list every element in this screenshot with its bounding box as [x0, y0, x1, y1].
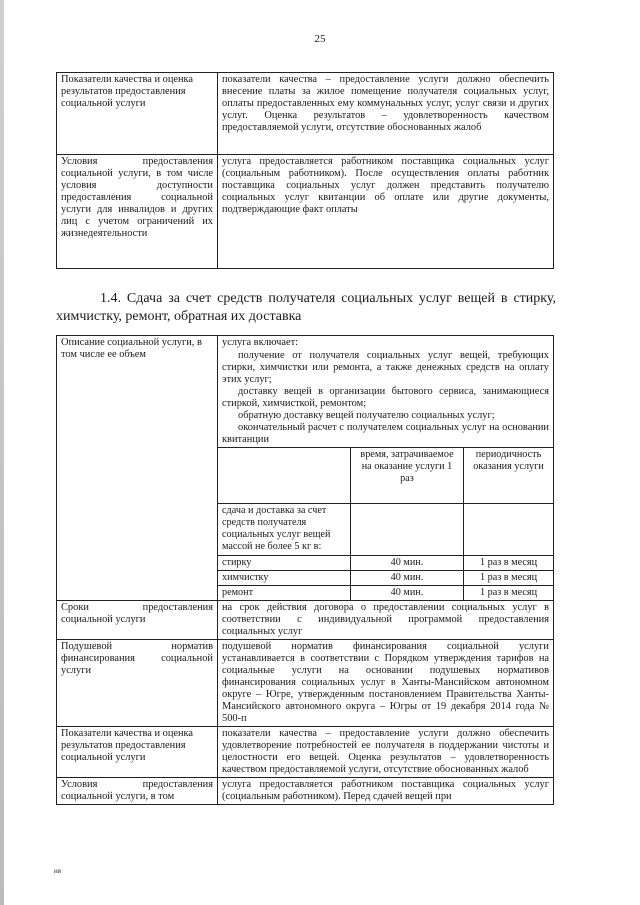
table-row: [57, 640, 554, 727]
footer-mark: ня: [54, 867, 61, 875]
row-label: Показатели качества и оценка результатов предоставления социальной услуги: [57, 727, 218, 778]
row-label: Подушевой норматив финансирования социальной услуги: [57, 640, 218, 727]
section-heading: 1.4. Сдача за счет средств получателя социальных услуг вещей в стирку, химчистку, ремонт, обратная их доставка: [56, 291, 556, 324]
row-label: Сроки предоставления социальной услуги: [57, 601, 218, 640]
row-frequency: 1 раз в месяц: [464, 571, 554, 586]
frequency-group-row: [218, 504, 553, 556]
table-row: [57, 155, 554, 269]
frequency-row: [218, 586, 553, 601]
group-label: сдача и доставка за счет средств получателя социальных услуг вещей массой не более 5 кг в:: [218, 504, 351, 556]
service-description-cell: [218, 336, 554, 601]
table-row: [57, 778, 554, 805]
row-text: услуга предоставляется работником поставщика социальных услуг (социальным работником). Перед сдачей вещей при: [218, 778, 554, 805]
row-label: Условия предоставления социальной услуги, в том числе условия доступности предоставления социальной услуги для инвалидов и других лиц с учетом ограничений их жизнедеятельности: [57, 155, 218, 269]
row-frequency: 1 раз в месяц: [464, 556, 554, 571]
row-name: ремонт: [218, 586, 351, 601]
row-name: химчистку: [218, 571, 351, 586]
header-time: время, затрачиваемое на оказание услуги 1 раз: [351, 448, 464, 504]
row-text: подушевой норматив финансирования социальной услуги устанавливается в соответствии с Порядком утверждения тарифов на социальные услуги на основании подушевых нормативов финансирования социальных услуг в Ханты-Мансийском автономном округе – Югре, утвержденным постановлением Правительства Ханты-Мансийского автономного округа – Югры от 19 декабря 2014 года № 500-п: [218, 640, 554, 727]
service-table-continued: [56, 72, 554, 269]
row-name: стирку: [218, 556, 351, 571]
row-time: 40 мин.: [351, 571, 464, 586]
description-item: доставку вещей в организации бытового сервиса, занимающиеся стиркой, химчисткой, ремонтом;: [222, 386, 549, 409]
row-label: Описание социальной услуги, в том числе ее объем: [57, 336, 218, 601]
frequency-header-row: [218, 448, 553, 504]
table-row: [57, 727, 554, 778]
description-item: получение от получателя социальных услуг вещей, требующих стирки, химчистки или ремонта, а также денежных средств на оплату этих услуг;: [222, 350, 549, 385]
row-text: услуга предоставляется работником поставщика социальных услуг (социальным работником). После осуществления оплаты работник поставщика социальных услуг должен представить получателю социальных услуг квитанции об оплате или другие документы, подтверждающие факт оплаты: [218, 155, 554, 269]
frequency-table: [218, 447, 553, 600]
page-scan-edge: [0, 0, 4, 905]
page-number: 25: [314, 33, 326, 45]
row-label: Показатели качества и оценка результатов предоставления социальной услуги: [57, 73, 218, 155]
row-time: 40 мин.: [351, 586, 464, 601]
table-row: [57, 336, 554, 601]
description-item: окончательный расчет с получателем социальных услуг на основании квитанции: [222, 422, 549, 445]
service-table-1-4: [56, 335, 554, 805]
row-text: на срок действия договора о предоставлении социальных услуг в соответствии с индивидуальной программой предоставления социальных услуг: [218, 601, 554, 640]
row-label: Условия предоставления социальной услуги, в том: [57, 778, 218, 805]
header-frequency: периодичность оказания услуги: [464, 448, 554, 504]
row-frequency: 1 раз в месяц: [464, 586, 554, 601]
frequency-row: [218, 571, 553, 586]
row-text: показатели качества – предоставление услуги должно обеспечить внесение платы за жилое помещение получателя социальных услуг, оплаты предоставленных ему коммунальных услуг, услуг связи и других услуг. Оценка результатов – удовлетворенность качеством предоставляемой услуги, отсутствие обоснованных жалоб: [218, 73, 554, 155]
table-row: [57, 601, 554, 640]
row-time: 40 мин.: [351, 556, 464, 571]
description-item: обратную доставку вещей получателю социальных услуг;: [238, 410, 495, 421]
table-row: [57, 73, 554, 155]
frequency-row: [218, 556, 553, 571]
row-text: показатели качества – предоставление услуги должно обеспечить удовлетворение потребностей ее получателя в поддержании чистоты и целостности его вещей. Оценка результатов – удовлетворенность качеством предоставляемой услуги, отсутствие обоснованных жалоб: [218, 727, 554, 778]
description-intro: услуга включает:: [222, 337, 299, 348]
